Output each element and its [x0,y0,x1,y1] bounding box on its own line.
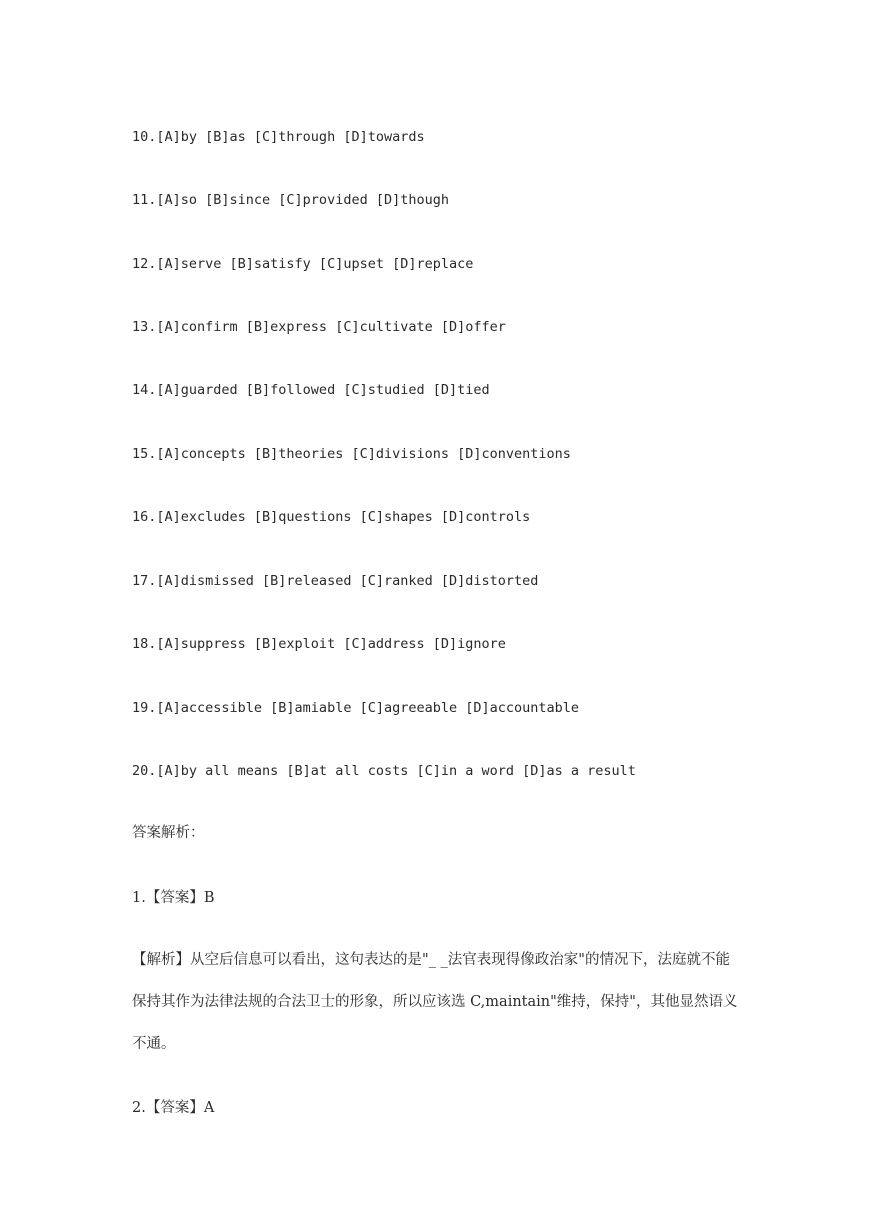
question-20: 20.[A]by all means [B]at all costs [C]in a word [D]as a result [132,763,636,779]
question-13: 13.[A]confirm [B]express [C]cultivate [D]offer [132,319,506,335]
question-14: 14.[A]guarded [B]followed [C]studied [D]tied [132,382,490,398]
question-17: 17.[A]dismissed [B]released [C]ranked [D]distorted [132,573,539,589]
question-15: 15.[A]concepts [B]theories [C]divisions [D]conventions [132,446,571,462]
answer-1: 1.【答案】B [132,890,215,906]
question-12: 12.[A]serve [B]satisfy [C]upset [D]replace [132,256,474,272]
analysis-1: 【解析】从空后信息可以看出，这句表达的是"_ _法官表现得像政治家"的情况下，法庭就不能保持其作为法律法规的合法卫士的形象，所以应该选 C,maintain"维持，保持"，其他显然语义不通。 [132,952,738,1052]
question-11: 11.[A]so [B]since [C]provided [D]though [132,192,449,208]
question-18: 18.[A]suppress [B]exploit [C]address [D]ignore [132,636,506,652]
question-16: 16.[A]excludes [B]questions [C]shapes [D]controls [132,509,531,525]
question-19: 19.[A]accessible [B]amiable [C]agreeable [D]accountable [132,700,580,716]
answer-section-heading: 答案解析： [132,825,205,841]
question-10: 10.[A]by [B]as [C]through [D]towards [132,129,425,145]
answer-2: 2.【答案】A [132,1100,215,1116]
